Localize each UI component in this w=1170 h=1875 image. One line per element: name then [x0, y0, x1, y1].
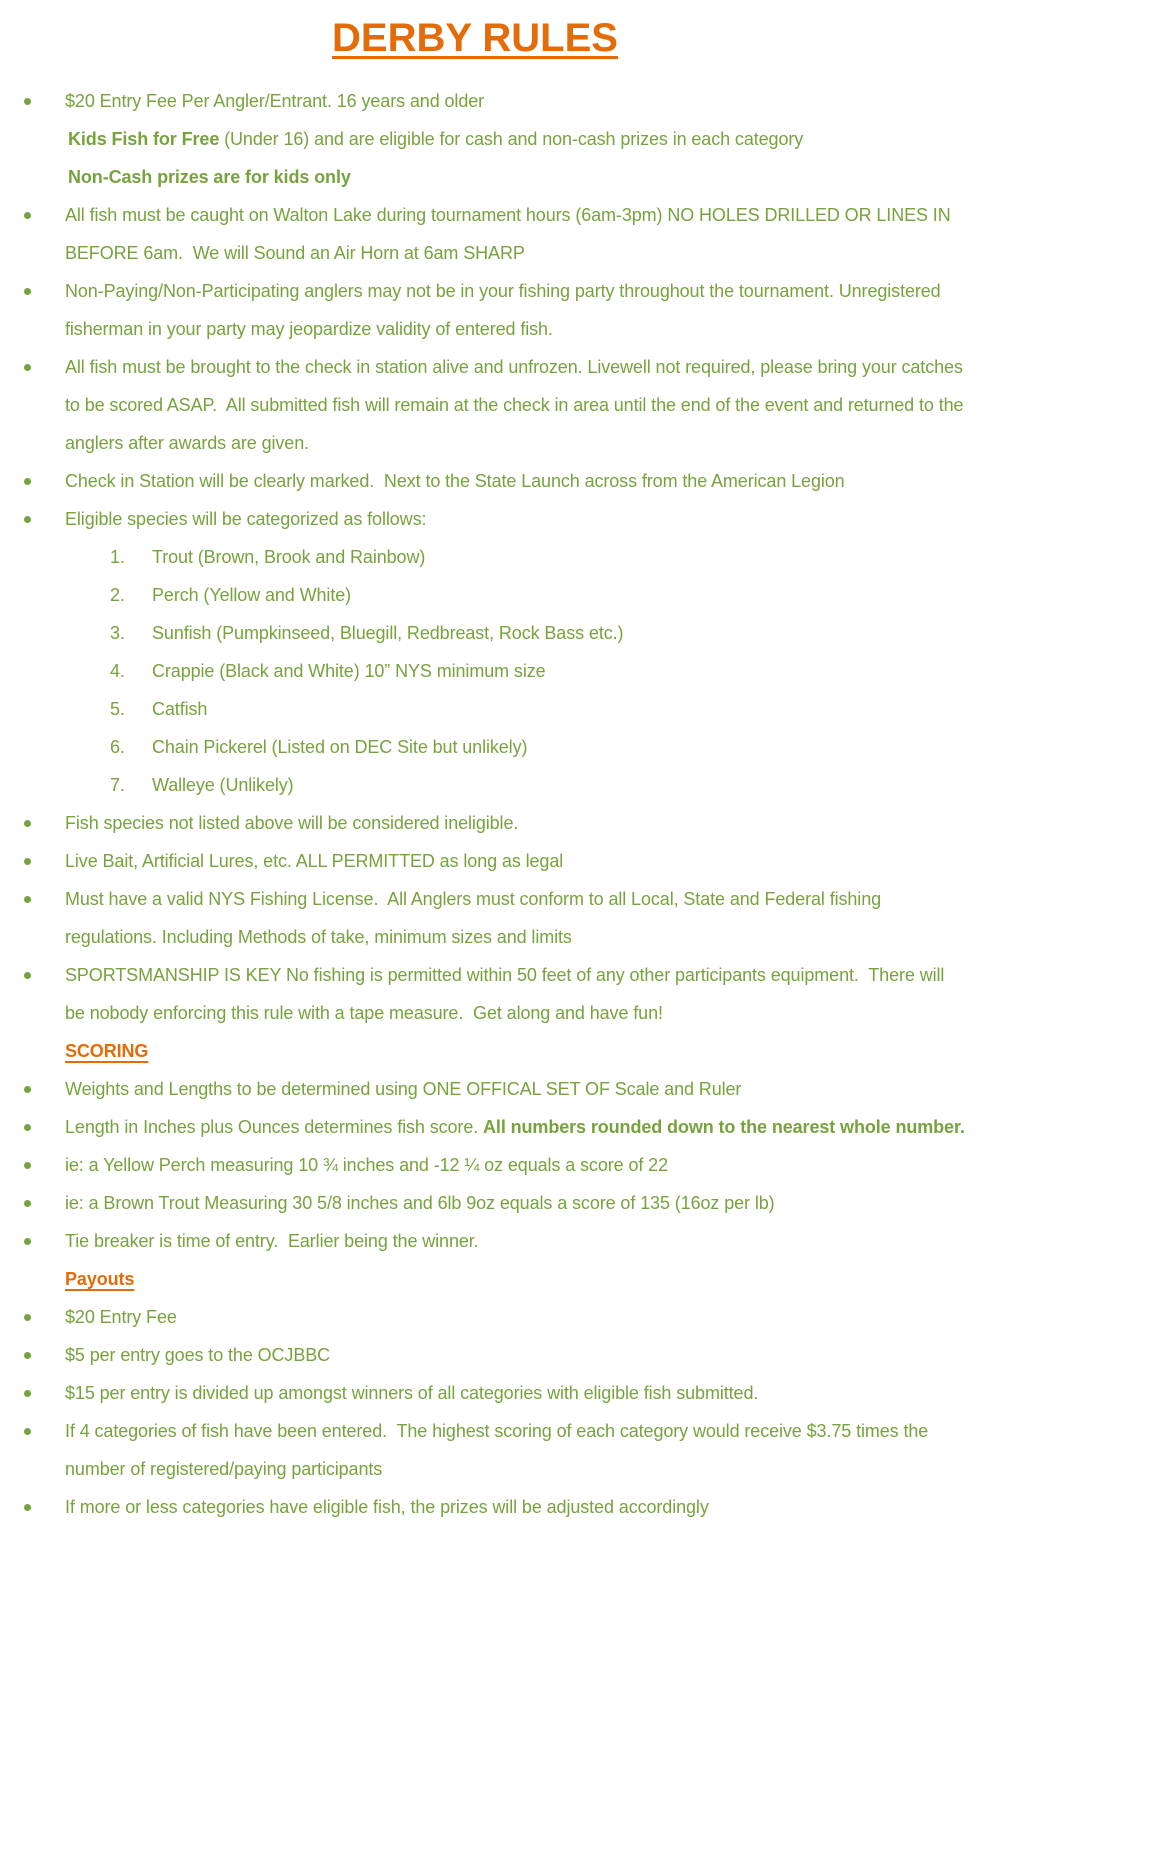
list-number: 4. [110, 661, 125, 681]
text-run: Must have a valid NYS Fishing License. All Anglers must conform to all Local, State and Federal fishing regulations. Including Methods of take, minimum sizes and limits [65, 889, 886, 947]
section-heading-payouts [0, 1260, 965, 1298]
text-run: Check in Station will be clearly marked. Next to the State Launch across from the American Legion [65, 471, 845, 491]
text-run: Sunfish (Pumpkinseed, Bluegill, Redbreast, Rock Bass etc.) [152, 623, 624, 643]
page-title-text: DERBY RULES [332, 16, 618, 60]
bullet-icon [24, 1314, 31, 1321]
rule-bullet-item [0, 804, 965, 842]
bullet-icon [24, 1428, 31, 1435]
bullet-icon [24, 516, 31, 523]
text-run: All fish must be caught on Walton Lake during tournament hours (6am-3pm) NO HOLES DRILLED OR LINES IN BEFORE 6am. We will Sound an Air Horn at 6am SHARP [65, 205, 956, 263]
text-run: Crappie (Black and White) 10” NYS minimum size [152, 661, 546, 681]
text-run: (Under 16) and are eligible for cash and non-cash prizes in each category [219, 129, 804, 149]
rule-text [65, 1117, 965, 1137]
bullet-icon [24, 1200, 31, 1207]
text-run: Kids Fish for Free [68, 129, 220, 149]
bullet-icon [24, 858, 31, 865]
text-run: Walleye (Unlikely) [152, 775, 294, 795]
document-content [0, 10, 969, 1526]
rule-bullet-item [0, 1222, 965, 1260]
rule-bullet-item [0, 1336, 965, 1374]
rule-bullet-item [0, 1298, 965, 1336]
rule-bullet-item [0, 1412, 965, 1488]
rule-text [152, 585, 351, 605]
rule-bullet-item [0, 1488, 965, 1526]
bullet-icon [24, 1238, 31, 1245]
text-run: ie: a Brown Trout Measuring 30 5/8 inches and 6lb 9oz equals a score of 135 (16oz per lb) [65, 1193, 775, 1213]
bullet-icon [24, 98, 31, 105]
text-run: $5 per entry goes to the OCJBBC [65, 1345, 331, 1365]
bullet-icon [24, 1504, 31, 1511]
species-list-item [0, 728, 965, 766]
text-run: All fish must be brought to the check in station alive and unfrozen. Livewell not required, please bring your catches to be scored ASAP. All submitted fish will remain at the check in area until the end of the event and returned to the anglers after awards are given. [65, 357, 969, 453]
list-number: 3. [110, 623, 125, 643]
bullet-icon [24, 212, 31, 219]
text-run: SPORTSMANSHIP IS KEY No fishing is permitted within 50 feet of any other participants equipment. There will be nobody enforcing this rule with a tape measure. Get along and have fun! [65, 965, 950, 1023]
rule-bullet-item [0, 1108, 965, 1146]
text-run: Length in Inches plus Ounces determines fish score. [65, 1117, 484, 1137]
rule-text [65, 1307, 177, 1327]
text-run: ie: a Yellow Perch measuring 10 ¾ inches and -12 ¼ oz equals a score of 22 [65, 1155, 668, 1175]
bullet-icon [24, 364, 31, 371]
rule-bullet-item [0, 462, 965, 500]
rule-subline [0, 158, 965, 196]
bullet-icon [24, 1124, 31, 1131]
text-run: SCORING [65, 1041, 149, 1061]
species-list-item [0, 766, 965, 804]
bullet-icon [24, 896, 31, 903]
rule-text [65, 1155, 668, 1175]
rule-text [65, 205, 956, 263]
species-list-item [0, 614, 965, 652]
text-run: Trout (Brown, Brook and Rainbow) [152, 547, 426, 567]
text-run: Chain Pickerel (Listed on DEC Site but unlikely) [152, 737, 528, 757]
bullet-icon [24, 1086, 31, 1093]
rule-text [65, 851, 563, 871]
rule-text [65, 813, 518, 833]
rule-bullet-item [0, 500, 965, 538]
rule-text [65, 471, 845, 491]
bullet-icon [24, 820, 31, 827]
rule-text [65, 1193, 775, 1213]
rule-text [65, 1079, 741, 1099]
text-run: All numbers rounded down to the nearest whole number. [483, 1117, 965, 1137]
rule-text [65, 1231, 479, 1251]
bullet-icon [24, 288, 31, 295]
rule-text [152, 699, 207, 719]
list-number: 1. [110, 547, 125, 567]
text-run: $20 Entry Fee [65, 1307, 177, 1327]
bullet-icon [24, 1352, 31, 1359]
bullet-icon [24, 972, 31, 979]
text-run: Eligible species will be categorized as follows: [65, 509, 427, 529]
text-run: Payouts [65, 1269, 135, 1289]
rule-bullet-item [0, 842, 965, 880]
rule-text [65, 509, 426, 529]
text-run: Non-Cash prizes are for kids only [68, 167, 351, 187]
rule-text [68, 167, 351, 187]
rule-bullet-item [0, 1070, 965, 1108]
rule-bullet-item [0, 1146, 965, 1184]
section-heading-scoring [0, 1032, 965, 1070]
bullet-icon [24, 478, 31, 485]
bullet-icon [24, 1390, 31, 1397]
rule-bullet-item [0, 1184, 965, 1222]
rule-bullet-item [0, 348, 969, 462]
list-number: 5. [110, 699, 125, 719]
text-run: Fish species not listed above will be considered ineligible. [65, 813, 519, 833]
rule-text [68, 129, 803, 149]
text-run: Weights and Lengths to be determined using ONE OFFICAL SET OF Scale and Ruler [65, 1079, 742, 1099]
rule-bullet-item [0, 272, 965, 348]
text-run: If more or less categories have eligible fish, the prizes will be adjusted accordingly [65, 1497, 709, 1517]
species-list-item [0, 652, 965, 690]
rule-subline [0, 120, 965, 158]
text-run: Non-Paying/Non-Participating anglers may not be in your fishing party throughout the tournament. Unregistered fisherman in your party may jeopardize validity of entered fish. [65, 281, 946, 339]
page-title [0, 10, 950, 66]
text-run: $15 per entry is divided up amongst winners of all categories with eligible fish submitted. [65, 1383, 759, 1403]
rule-text [152, 547, 425, 567]
text-run: Perch (Yellow and White) [152, 585, 352, 605]
rule-bullet-item [0, 1374, 965, 1412]
species-list-item [0, 576, 965, 614]
bullet-icon [24, 1162, 31, 1169]
rule-text [152, 623, 623, 643]
rule-text [65, 1345, 330, 1365]
species-list-item [0, 690, 965, 728]
text-run: $20 Entry Fee Per Angler/Entrant. 16 years and older [65, 91, 485, 111]
rule-text [152, 661, 546, 681]
text-run: If 4 categories of fish have been entered. The highest scoring of each category would receive $3.75 times the number of registered/paying participants [65, 1421, 934, 1479]
rule-text [152, 737, 527, 757]
list-number: 7. [110, 775, 125, 795]
rule-text [65, 889, 886, 947]
rule-bullet-item [0, 82, 965, 120]
rule-bullet-item [0, 880, 965, 956]
text-run: Live Bait, Artificial Lures, etc. ALL PERMITTED as long as legal [65, 851, 564, 871]
rule-text [65, 1421, 933, 1479]
rule-text [65, 965, 949, 1023]
rule-text [65, 1383, 758, 1403]
heading-text [65, 1041, 148, 1061]
rule-bullet-item [0, 956, 965, 1032]
species-list-item [0, 538, 965, 576]
rule-bullet-item [0, 196, 965, 272]
heading-text [65, 1269, 134, 1289]
text-run: Tie breaker is time of entry. Earlier being the winner. [65, 1231, 479, 1251]
text-run: Catfish [152, 699, 208, 719]
rule-text [65, 1497, 709, 1517]
rule-text [65, 281, 946, 339]
rules-list [0, 82, 969, 1526]
rule-text [65, 91, 484, 111]
rule-text [65, 357, 968, 453]
list-number: 6. [110, 737, 125, 757]
rule-text [152, 775, 294, 795]
list-number: 2. [110, 585, 125, 605]
